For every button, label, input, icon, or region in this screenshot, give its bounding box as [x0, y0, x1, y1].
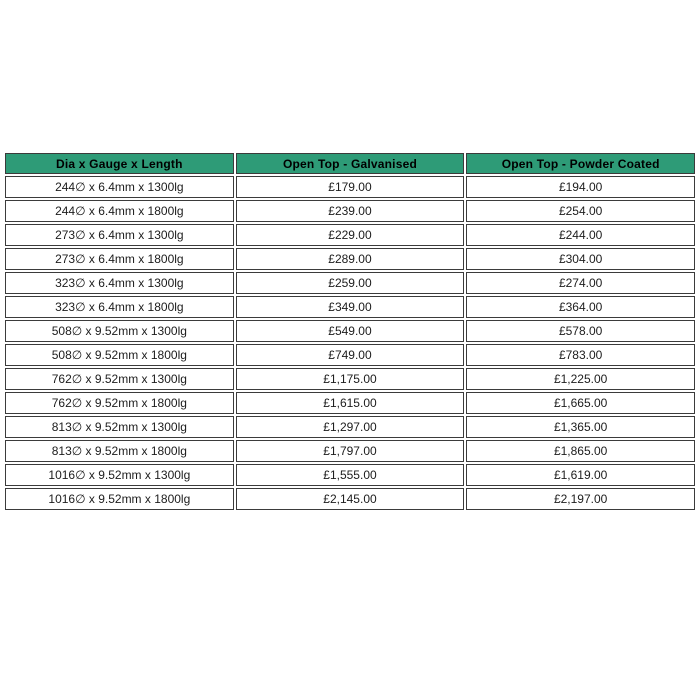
cell-price-galvanised: £1,797.00: [236, 440, 465, 462]
table-row: [5, 296, 695, 318]
table-row: [5, 320, 695, 342]
cell-price-powder-coated: £1,665.00: [466, 392, 695, 414]
header-open-top-galvanised: Open Top - Galvanised: [236, 153, 465, 174]
table-row: [5, 272, 695, 294]
cell-size: 273∅ x 6.4mm x 1800lg: [5, 248, 234, 270]
table-row: [5, 440, 695, 462]
cell-price-powder-coated: £1,865.00: [466, 440, 695, 462]
table-row: [5, 464, 695, 486]
cell-price-galvanised: £1,175.00: [236, 368, 465, 390]
cell-size: 508∅ x 9.52mm x 1300lg: [5, 320, 234, 342]
cell-price-galvanised: £239.00: [236, 200, 465, 222]
header-dia-gauge-length: Dia x Gauge x Length: [5, 153, 234, 174]
cell-price-powder-coated: £1,225.00: [466, 368, 695, 390]
cell-price-galvanised: £549.00: [236, 320, 465, 342]
cell-price-galvanised: £1,555.00: [236, 464, 465, 486]
price-table-header: [5, 153, 695, 174]
table-row: [5, 392, 695, 414]
cell-price-powder-coated: £1,619.00: [466, 464, 695, 486]
cell-size: 762∅ x 9.52mm x 1800lg: [5, 392, 234, 414]
header-open-top-powder-coated: Open Top - Powder Coated: [466, 153, 695, 174]
cell-size: 508∅ x 9.52mm x 1800lg: [5, 344, 234, 366]
cell-size: 1016∅ x 9.52mm x 1800lg: [5, 488, 234, 510]
table-row: [5, 224, 695, 246]
cell-price-powder-coated: £783.00: [466, 344, 695, 366]
cell-price-powder-coated: £254.00: [466, 200, 695, 222]
price-table-container: [3, 151, 697, 512]
price-table: [3, 151, 697, 512]
table-row: [5, 488, 695, 510]
cell-price-galvanised: £349.00: [236, 296, 465, 318]
cell-price-powder-coated: £578.00: [466, 320, 695, 342]
cell-price-powder-coated: £274.00: [466, 272, 695, 294]
cell-price-powder-coated: £364.00: [466, 296, 695, 318]
cell-price-powder-coated: £194.00: [466, 176, 695, 198]
cell-size: 323∅ x 6.4mm x 1300lg: [5, 272, 234, 294]
cell-size: 813∅ x 9.52mm x 1800lg: [5, 440, 234, 462]
cell-price-galvanised: £2,145.00: [236, 488, 465, 510]
table-row: [5, 416, 695, 438]
cell-price-galvanised: £1,297.00: [236, 416, 465, 438]
cell-price-powder-coated: £1,365.00: [466, 416, 695, 438]
table-row: [5, 344, 695, 366]
table-row: [5, 248, 695, 270]
cell-price-galvanised: £259.00: [236, 272, 465, 294]
price-table-body: [5, 176, 695, 510]
cell-size: 762∅ x 9.52mm x 1300lg: [5, 368, 234, 390]
table-row: [5, 368, 695, 390]
header-row: [5, 153, 695, 174]
cell-size: 244∅ x 6.4mm x 1800lg: [5, 200, 234, 222]
table-row: [5, 200, 695, 222]
cell-price-powder-coated: £244.00: [466, 224, 695, 246]
cell-price-powder-coated: £304.00: [466, 248, 695, 270]
cell-size: 244∅ x 6.4mm x 1300lg: [5, 176, 234, 198]
cell-size: 273∅ x 6.4mm x 1300lg: [5, 224, 234, 246]
cell-price-galvanised: £1,615.00: [236, 392, 465, 414]
cell-size: 323∅ x 6.4mm x 1800lg: [5, 296, 234, 318]
table-row: [5, 176, 695, 198]
cell-price-galvanised: £229.00: [236, 224, 465, 246]
cell-price-galvanised: £179.00: [236, 176, 465, 198]
cell-price-galvanised: £749.00: [236, 344, 465, 366]
cell-price-powder-coated: £2,197.00: [466, 488, 695, 510]
cell-size: 1016∅ x 9.52mm x 1300lg: [5, 464, 234, 486]
cell-size: 813∅ x 9.52mm x 1300lg: [5, 416, 234, 438]
cell-price-galvanised: £289.00: [236, 248, 465, 270]
